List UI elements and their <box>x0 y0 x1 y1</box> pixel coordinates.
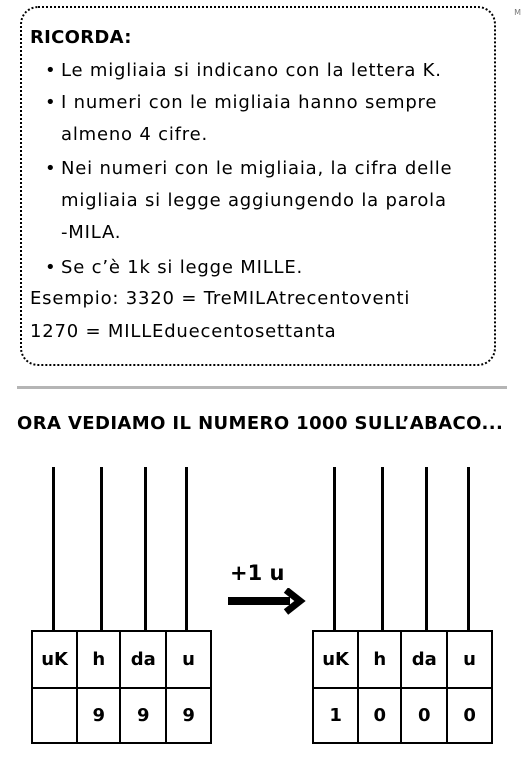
digit-cell: 0 <box>401 688 447 743</box>
ricorda-bullet <box>45 87 438 151</box>
abacus-rod <box>333 467 336 630</box>
column-header: uK <box>313 631 358 688</box>
column-header: da <box>401 631 447 688</box>
ricorda-title: RICORDA: <box>30 27 132 48</box>
ricorda-bullet <box>45 55 442 87</box>
bullet-dot: • <box>45 92 57 113</box>
abacus-table <box>312 630 493 744</box>
abacus-rod <box>144 467 147 630</box>
ricorda-bullet <box>45 153 453 249</box>
abacus-table <box>31 630 212 744</box>
bullet-line: Nei numeri con le migliaia, la cifra delle <box>61 158 453 179</box>
example-line: Esempio: 3320 = TreMILAtrecentoventi <box>30 288 411 309</box>
bullet-dot: • <box>45 158 57 179</box>
digit-cell: 9 <box>120 688 166 743</box>
abacus-rod <box>425 467 428 630</box>
bullet-line: -MILA. <box>61 222 122 243</box>
corner-mark: M <box>514 8 521 17</box>
column-header: da <box>120 631 166 688</box>
digit-cell: 0 <box>358 688 401 743</box>
bullet-dot: • <box>45 60 57 81</box>
bullet-line: I numeri con le migliaia hanno sempre <box>61 92 438 113</box>
abacus-rod <box>100 467 103 630</box>
column-header: h <box>358 631 401 688</box>
bullet-dot: • <box>45 257 57 278</box>
column-header: u <box>166 631 211 688</box>
right-arrow-icon <box>228 588 308 616</box>
abacus-rod <box>52 467 55 630</box>
column-header: h <box>77 631 120 688</box>
example-line: 1270 = MILLEduecentosettanta <box>30 321 337 342</box>
column-header: u <box>447 631 492 688</box>
bullet-line: migliaia si legge aggiungendo la parola <box>61 190 447 211</box>
divider <box>17 386 507 389</box>
bullet-line: almeno 4 cifre. <box>61 124 208 145</box>
operation-label: +1 u <box>230 561 285 585</box>
abacus-rod <box>467 467 470 630</box>
section-heading: ORA VEDIAMO IL NUMERO 1000 SULL’ABACO... <box>17 413 504 434</box>
digit-cell: 0 <box>447 688 492 743</box>
ricorda-bullet <box>45 252 304 284</box>
bullet-line: Le migliaia si indicano con la lettera K. <box>61 60 442 81</box>
digit-cell: 9 <box>77 688 120 743</box>
abacus-rod <box>381 467 384 630</box>
digit-cell <box>32 688 77 743</box>
abacus-rod <box>185 467 188 630</box>
column-header: uK <box>32 631 77 688</box>
bullet-line: Se c’è 1k si legge MILLE. <box>61 257 304 278</box>
digit-cell: 1 <box>313 688 358 743</box>
digit-cell: 9 <box>166 688 211 743</box>
